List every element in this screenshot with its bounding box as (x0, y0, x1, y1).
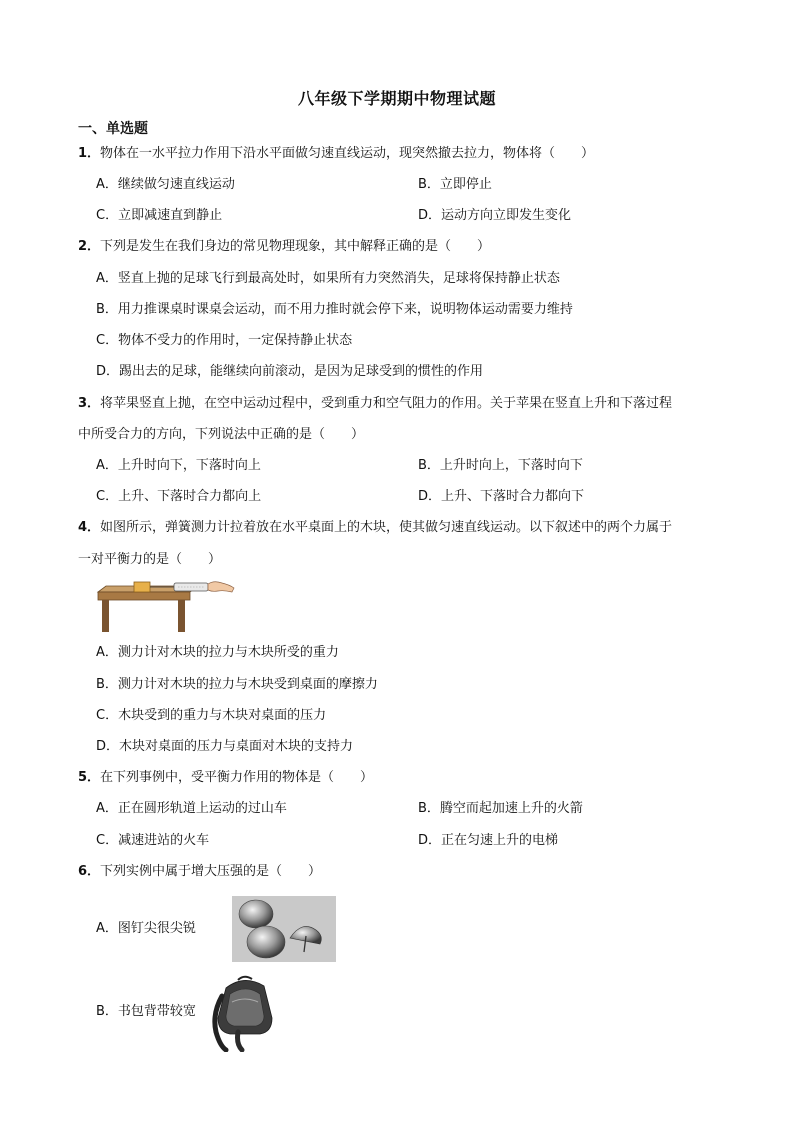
q1-option-b: B．立即停止 (418, 177, 492, 192)
question-stem: 下列实例中属于增大压强的是（ ） (100, 864, 322, 879)
q3-option-b: B．上升时向上，下落时向下 (418, 458, 583, 473)
question-3 (78, 395, 672, 413)
q6-option-b: B．书包背带较宽 (96, 1004, 196, 1019)
page-title: 八年级下学期期中物理试题 (297, 89, 496, 108)
q2-option-d: D．踢出去的足球，能继续向前滚动，是因为足球受到的惯性的作用 (96, 364, 484, 379)
q3-option-d: D．上升、下落时合力都向下 (418, 489, 585, 504)
question-number: 1． (78, 146, 101, 161)
table-leg-left (102, 600, 109, 632)
q2-option-c: C．物体不受力的作用时，一定保持静止状态 (96, 333, 353, 348)
q1-option-a: A．继续做匀速直线运动 (96, 177, 235, 192)
q1-option-d: D．运动方向立即发生变化 (418, 208, 572, 223)
question-4 (78, 519, 672, 537)
q4-option-d: D．木块对桌面的压力与桌面对木块的支持力 (96, 739, 354, 754)
q3-option-a: A．上升时向下，下落时向上 (96, 458, 261, 473)
question-number: 6． (78, 864, 101, 879)
tack-head-2 (247, 926, 285, 958)
q2-option-b: B．用力推课桌时课桌会运动，而不用力推时就会停下来，说明物体运动需要力维持 (96, 302, 573, 317)
question-stem: 在下列事例中，受平衡力作用的物体是（ ） (100, 770, 374, 785)
q2-option-a: A．竖直上抛的足球飞行到最高处时，如果所有力突然消失，足球将保持静止状态 (96, 271, 560, 286)
wood-block (134, 582, 150, 592)
q4-option-a: A．测力计对木块的拉力与木块所受的重力 (96, 645, 339, 660)
q1-option-c: C．立即减速直到静止 (96, 208, 223, 223)
question-number: 2． (78, 239, 101, 254)
question-number: 3． (78, 396, 101, 411)
q5-option-b: B．腾空而起加速上升的火箭 (418, 801, 583, 816)
q5-option-d: D．正在匀速上升的电梯 (418, 833, 559, 848)
q5-option-a: A．正在圆形轨道上运动的过山车 (96, 801, 287, 816)
question-3-continued: 中所受合力的方向，下列说法中正确的是（ ） (78, 427, 365, 442)
question-5 (78, 769, 373, 787)
question-6 (78, 863, 321, 881)
table-leg-right (178, 600, 185, 632)
question-1 (78, 145, 594, 163)
backpack-front-pocket (226, 989, 264, 1026)
question-number: 4． (78, 520, 101, 535)
q5-option-c: C．减速进站的火车 (96, 833, 210, 848)
tack-head-1 (239, 900, 273, 928)
q4-option-b: B．测力计对木块的拉力与木块受到桌面的摩擦力 (96, 677, 378, 692)
section-heading: 一、单选题 (78, 121, 148, 137)
question-stem: 下列是发生在我们身边的常见物理现象，其中解释正确的是（ ） (100, 239, 491, 254)
spring-scale-figure (94, 574, 236, 634)
q4-option-c: C．木块受到的重力与木块对桌面的压力 (96, 708, 327, 723)
question-stem: 物体在一水平拉力作用下沿水平面做匀速直线运动，现突然撤去拉力，物体将（ ） (100, 146, 595, 161)
table-edge (98, 592, 190, 600)
question-4-continued: 一对平衡力的是（ ） (78, 552, 222, 567)
thumbtack-photo (232, 896, 336, 962)
hand (208, 582, 234, 592)
question-number: 5． (78, 770, 101, 785)
q3-option-c: C．上升、下落时合力都向上 (96, 489, 262, 504)
question-stem: 将苹果竖直上抛，在空中运动过程中，受到重力和空气阻力的作用。关于苹果在竖直上升和下落过程 (100, 396, 673, 411)
shoulder-strap-right (238, 1032, 243, 1050)
handle-loop (238, 977, 252, 980)
q6-option-a: A．图钉尖很尖锐 (96, 921, 196, 936)
backpack-photo (208, 974, 280, 1052)
question-stem: 如图所示，弹簧测力计拉着放在水平桌面上的木块，使其做匀速直线运动。以下叙述中的两个力属于 (100, 520, 673, 535)
question-2 (78, 238, 490, 256)
